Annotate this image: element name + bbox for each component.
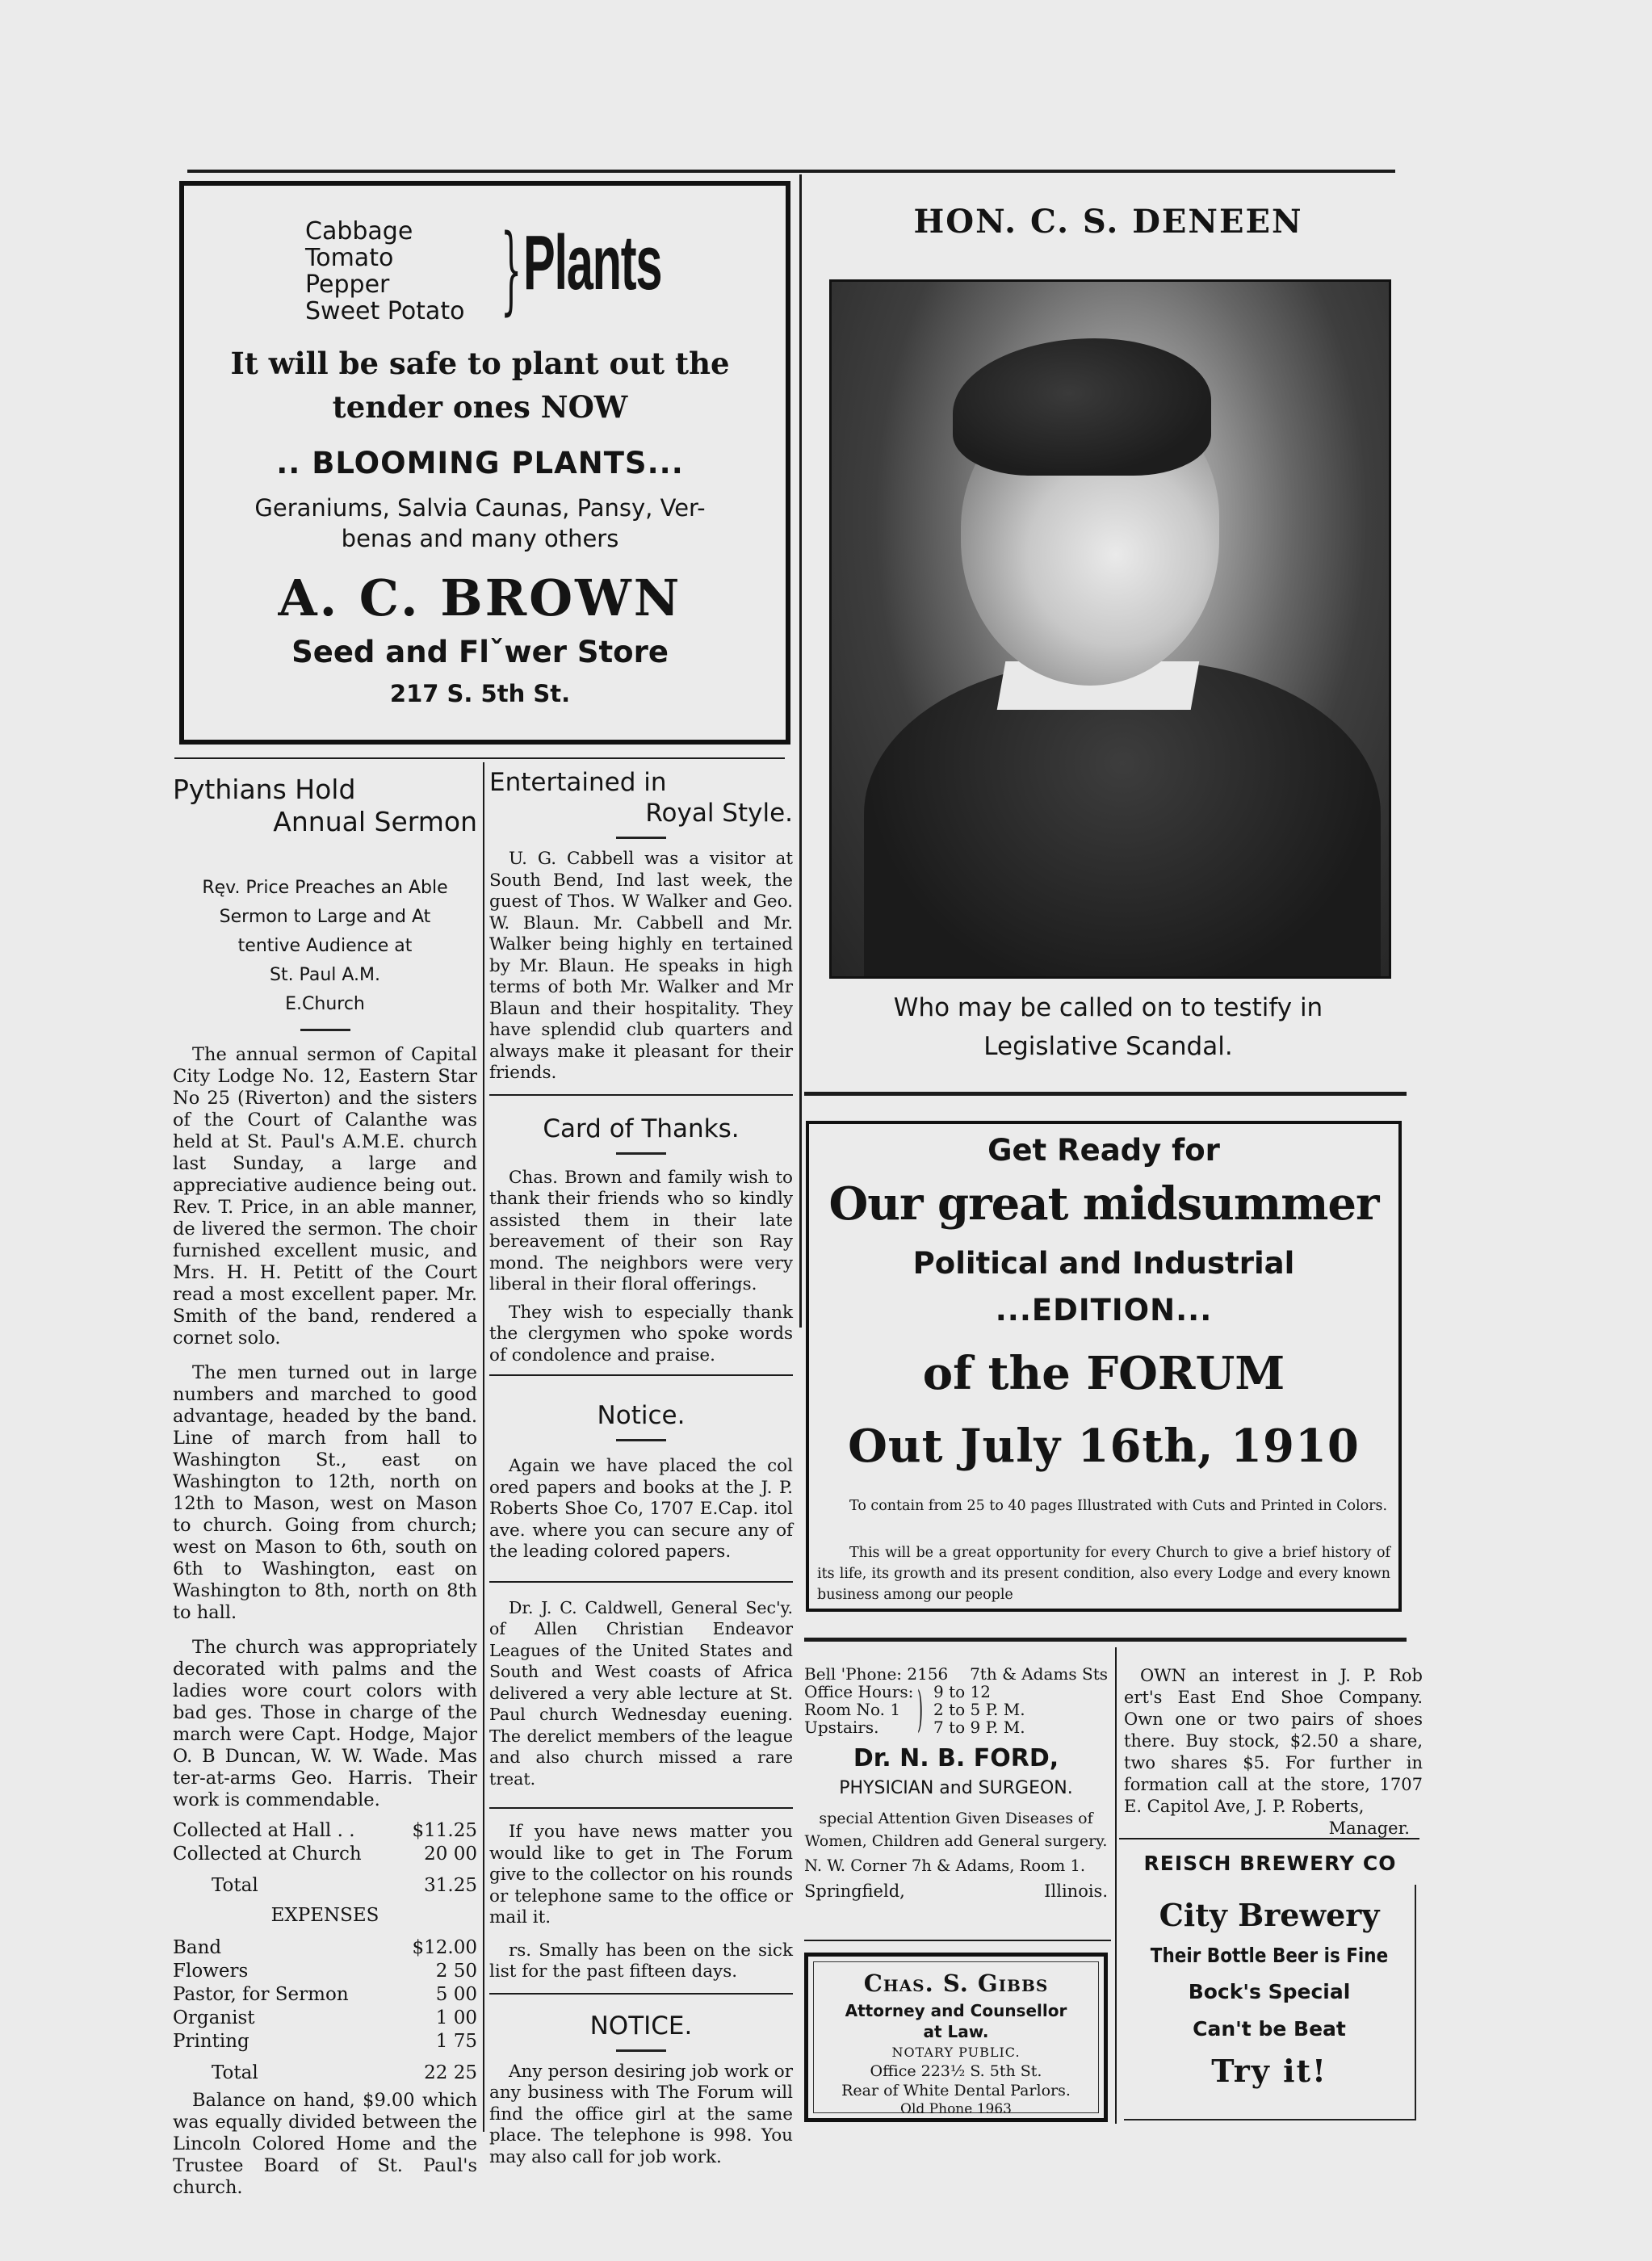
ford-hours-value: 2 to 5 P. M. [933, 1700, 1025, 1719]
ford-addr-top: 7th & Adams Sts [970, 1664, 1108, 1684]
section-rule [489, 1581, 793, 1583]
column-divider-right [1115, 1647, 1117, 2124]
column-divider-left [483, 762, 484, 2132]
portrait-hair [953, 338, 1211, 476]
pythians-head2: Annual Sermon [273, 806, 477, 837]
rule-below-plants [174, 757, 785, 759]
ford-hours [804, 1683, 1108, 1736]
ornament-rule [300, 1029, 350, 1031]
caldwell-body: Dr. J. C. Caldwell, General Sec'y. of Allen Christian Endeavor Leagues of the United States and South and West coasts of Africa delivered a very able lecture at St. Paul church Wednesday euening. The derelict members of the league and also church missed a rare treat. [489, 1597, 793, 1789]
plants-blooming: .. BLOOMING PLANTS... [276, 446, 684, 480]
plants-name: A. C. BROWN [278, 568, 682, 627]
reisch-l5: Try it! [1211, 2053, 1327, 2089]
deneen-title: HON. C. S. DENEEN [913, 203, 1303, 241]
ford-hours-label: Office Hours: [804, 1682, 914, 1701]
plants-line1: It will be safe to plant out the [230, 346, 730, 381]
plants-address: 217 S. 5th St. [389, 680, 571, 707]
ledger-amount: 1 00 [435, 2007, 477, 2028]
news-p2: rs. Smally has been on the sick list for the past fifteen days. [489, 1940, 793, 1982]
pythians-sub-line: St. Paul A.M. [269, 965, 381, 985]
reisch-l3: Bock's Special [1188, 1980, 1351, 2003]
forum-l1: Get Ready for [987, 1133, 1220, 1168]
thanks-p1: Chas. Brown and family wish to thank their friends who so kindly assisted them in their late bereavement of their son Ray mond. The neighbors were very liberal in their floral offerings. [489, 1167, 793, 1294]
column-divider-main [799, 174, 802, 1328]
rule-above-gibbs [804, 1940, 1111, 1941]
pythians-sub-line: tentive Audience at [237, 936, 413, 956]
notice1-body: Again we have placed the col ored papers and books at the J. P. Roberts Shoe Co, 1707 E.Cap. itol ave. where you can secure any of the leading colored papers. [489, 1456, 793, 1562]
deneen-portrait [829, 279, 1391, 979]
ledger-label: Total [212, 2062, 258, 2083]
section-rule [489, 1807, 793, 1809]
plants-flowers2: benas and many others [341, 525, 619, 552]
pythians-sub-line: Sermon to Large and At [219, 907, 431, 927]
ornament-rule [616, 1439, 666, 1441]
pythians-expenses [173, 1936, 477, 2085]
pythians-subhead [173, 874, 477, 1019]
reisch-l4: Can't be Beat [1193, 2017, 1346, 2041]
ledger-label: Organist [173, 2007, 255, 2028]
roberts-body: OWN an interest in J. P. Rob ert's East End Shoe Company. Own one or two pairs of shoes there. Buy stock, $2.50 a share, two shares $5. For further in formation call at the store, 1707 E. Capitol Ave, J. P. Roberts, [1124, 1666, 1423, 1816]
reisch-l2: Their Bottle Beer is Fine [1150, 1944, 1389, 1967]
ford-city: Springfield, [804, 1881, 905, 1901]
ledger-amount: 5 00 [435, 1984, 477, 2005]
ledger-amount: 2 50 [435, 1961, 477, 1982]
plants-item: Tomato [305, 244, 394, 272]
forum-p2: This will be a great opportunity for every Church to give a brief history of its life, its growth and its present condition, also every Lodge and every known business among our people [817, 1545, 1390, 1603]
ledger-amount: 20 00 [424, 1844, 477, 1865]
pythians-head1: Pythians Hold [173, 774, 356, 805]
reisch-head: REISCH BREWERY CO [1143, 1852, 1397, 1875]
plants-store: Seed and Flˇwer Store [291, 635, 669, 669]
entertained-body: U. G. Cabbell was a visitor at South Bend, Ind last week, the guest of Thos. W Walker and Geo. W. Blaun. Mr. Cabbell and Mr. Walker being highly en tertained by Mr. Blaun. He speaks in high terms of both Mr. Walker and Mr Blaun and their hospitality. They have splendid club quarters and always make it pleasant for their friends. [489, 849, 793, 1083]
plants-ad [179, 181, 790, 745]
gibbs-l2: at Law. [923, 2022, 989, 2041]
thanks-p2: They wish to especially thank the clergymen who spoke words of condolence and praise. [489, 1302, 793, 1365]
ledger-label: Total [212, 1875, 258, 1896]
gibbs-card [804, 1953, 1108, 2122]
gibbs-name: Chas. S. Gibbs [863, 1969, 1049, 1997]
forum-l5: of the FORUM [922, 1347, 1285, 1400]
top-rule [187, 170, 1395, 173]
forum-l2: Our great midsummer [828, 1177, 1379, 1231]
ledger-amount: 1 75 [435, 2031, 477, 2052]
ledger-total-row [173, 1874, 477, 1898]
entertained-head2: Royal Style. [645, 799, 793, 828]
ledger-total-row [173, 2062, 477, 2085]
ford-name: Dr. N. B. FORD, [853, 1744, 1059, 1772]
pythians-sub-line: Ręv. Price Preaches an Able [202, 878, 448, 898]
reisch-box [1124, 1885, 1416, 2120]
pythians-collected [173, 1819, 477, 1898]
rule-below-forum [804, 1638, 1407, 1642]
gibbs-l1: Attorney and Counsellor [845, 2001, 1067, 2020]
reisch-l1: City Brewery [1159, 1897, 1380, 1933]
plants-brace: } [501, 213, 522, 325]
ledger-row [173, 1936, 477, 1960]
ledger-amount: 22 25 [424, 2062, 477, 2083]
ford-card [804, 1665, 1108, 1904]
plants-word: Plants [523, 220, 662, 306]
gibbs-l6: Old Phone 1963 [900, 2101, 1012, 2117]
forum-p1: To contain from 25 to 40 pages Illustrated with Cuts and Printed in Colors. [849, 1498, 1388, 1514]
ornament-rule [616, 2049, 666, 2052]
reisch-ad [1121, 1849, 1419, 2124]
section-rule [489, 1993, 793, 1995]
notice1-head: Notice. [597, 1401, 686, 1430]
section-rule [489, 1094, 793, 1096]
plants-line2: tender ones NOW [332, 389, 628, 425]
ford-special: special Attention Given Diseases of Women, Children add General surgery. [804, 1810, 1108, 1850]
pythians-sub-line: E.Church [285, 994, 365, 1014]
roberts-ad [1124, 1665, 1423, 1839]
ledger-amount: 31.25 [424, 1875, 477, 1896]
ford-hours-value: 9 to 12 [933, 1682, 991, 1701]
plants-item: Cabbage [305, 217, 413, 245]
plants-item: Pepper [305, 271, 390, 299]
deneen-caption1: Who may be called on to testify in [893, 993, 1323, 1022]
deneen-caption2: Legislative Scandal. [983, 1032, 1233, 1061]
ledger-amount: $12.00 [412, 1937, 477, 1958]
entertained-head1: Entertained in [489, 768, 667, 797]
rule-above-reisch [1119, 1838, 1419, 1839]
notice2-body: Any person desiring job work or any business with The Forum will find the office girl at the same place. The telephone is 998. You may also call for job work. [489, 2061, 793, 2167]
ledger-row [173, 1960, 477, 1983]
news-p1: If you have news matter you would like to get in The Forum give to the collector on his rounds or telephone same to the office or mail it. [489, 1822, 793, 1928]
ford-title: PHYSICIAN and SURGEON. [839, 1778, 1073, 1798]
pythians-p4: Balance on hand, $9.00 which was equally divided between the Lincoln Colored Home and the Trustee Board of St. Paul's church. [173, 2090, 477, 2198]
thanks-head: Card of Thanks. [543, 1114, 740, 1143]
gibbs-l3: NOTARY PUBLIC. [891, 2045, 1021, 2060]
forum-l6: Out July 16th, 1910 [848, 1420, 1360, 1473]
ledger-row [173, 1843, 477, 1866]
ledger-label: Pastor, for Sermon [173, 1984, 349, 2005]
ledger-label: Flowers [173, 1961, 249, 1982]
forum-l4: ...EDITION... [995, 1293, 1213, 1328]
plants-item: Sweet Potato [305, 297, 465, 325]
plants-list [305, 218, 499, 325]
section-rule [489, 1374, 793, 1376]
ledger-label: Printing [173, 2031, 249, 2052]
ledger-row [173, 2030, 477, 2053]
ford-hours-value: 7 to 9 P. M. [933, 1718, 1025, 1737]
ledger-amount: $11.25 [412, 1820, 477, 1841]
ledger-label: Collected at Hall . . [173, 1820, 355, 1841]
notice2-head: NOTICE. [589, 2011, 693, 2041]
ornament-rule [616, 1152, 666, 1155]
ford-hours-label: Room No. 1 [804, 1700, 901, 1719]
ford-corner: N. W. Corner 7h & Adams, Room 1. [804, 1856, 1086, 1875]
middle-column [489, 767, 793, 2168]
pythians-p1: The annual sermon of Capital City Lodge No. 12, Eastern Star No 25 (Riverton) and the sisters of the Court of Calanthe was held at St. Paul's A.M.E. church last Sunday, a large and appreciative audience being out. Rev. T. Price, in an able manner, de livered the sermon. The choir furnished excellent music, and Mrs. H. H. Petitt of the Court read a most excellent paper. Mr. Smith of the band, rendered a cornet solo. [173, 1044, 477, 1349]
ledger-label: Collected at Church [173, 1844, 362, 1865]
ford-state: Illinois. [1044, 1881, 1108, 1901]
gibbs-l5: Rear of White Dental Parlors. [841, 2082, 1071, 2100]
ledger-label: Band [173, 1937, 222, 1958]
pythians-article [173, 774, 477, 2199]
pythians-p3: The church was appropriately decorated with palms and the ladies wore court colors with bad ges. Those in charge of the march were Capt. Hodge, Major O. B Duncan, W. W. Wade. Mas ter-at-arms Geo. Harris. Their work is commendable. [173, 1637, 477, 1810]
ford-hours-label: Upstairs. [804, 1718, 879, 1737]
ledger-row [173, 1983, 477, 2007]
ford-brace: ) [917, 1681, 924, 1738]
plants-flowers1: Geraniums, Salvia Caunas, Pansy, Ver- [254, 494, 706, 522]
ornament-rule [616, 837, 666, 839]
ledger-row [173, 1819, 477, 1843]
rule-below-portrait [804, 1092, 1407, 1096]
forum-l3: Political and Industrial [912, 1246, 1295, 1281]
roberts-manager: Manager. [1328, 1818, 1410, 1838]
forum-ad [806, 1121, 1402, 1612]
pythians-p2: The men turned out in large numbers and marched to good advantage, headed by the band. Line of march from hall to Washington St., east on Washington to 12th, north on 12th to Mason, west on Mason to church. Going from church; west on Mason to 6th, south on 6th to Washington, east on Washington to 8th, north on 8th to hall. [173, 1362, 477, 1623]
ledger-row [173, 2007, 477, 2030]
ford-phone: Bell 'Phone: 2156 [804, 1664, 949, 1684]
expenses-head: EXPENSES [270, 1905, 379, 1926]
gibbs-l4: Office 223½ S. 5th St. [870, 2062, 1042, 2080]
